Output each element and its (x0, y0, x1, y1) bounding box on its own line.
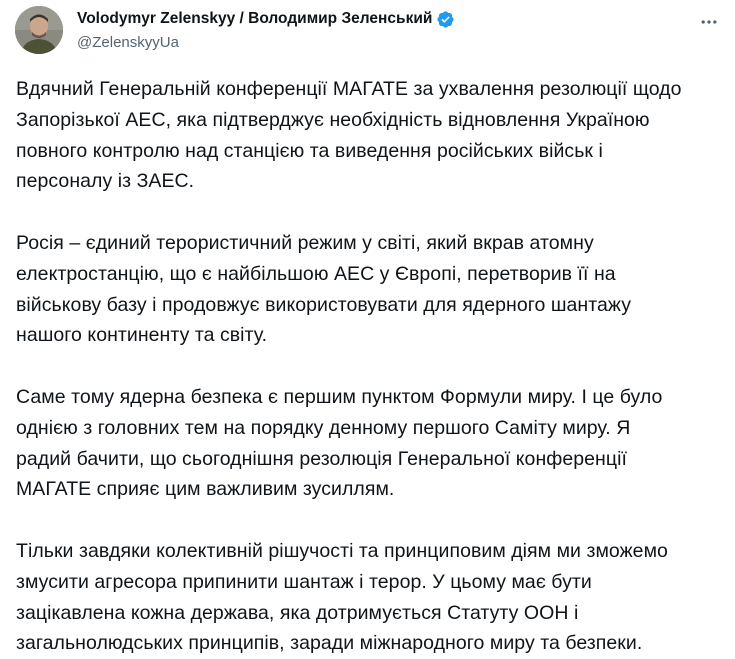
more-options-button[interactable] (697, 10, 721, 34)
verified-badge-icon[interactable] (436, 10, 455, 29)
author-names (77, 8, 455, 51)
avatar-photo (15, 6, 63, 54)
display-name[interactable]: Volodymyr Zelenskyy / Володимир Зеленський (77, 10, 433, 27)
tweet-paragraph-3: Саме тому ядерна безпека є першим пунктом Формули миру. І це було однією з головних тем на порядку денному першого Саміту миру. Я радий бачити, що сьогоднішня резолюція Генеральної конференції МАГАТЕ сприяє цим важливим зусиллям. (16, 385, 663, 501)
tweet-paragraph-1: Вдячний Генеральній конференції МАГАТЕ за ухвалення резолюції щодо Запорізької АЕС, яка підтверджує необхідність відновлення Україною повного контролю над станцією та виведення російських військ і персоналу із ЗАЕС. (16, 78, 682, 193)
author-handle[interactable]: @ZelenskyyUa (77, 34, 179, 51)
more-dots-icon (699, 12, 719, 32)
tweet-header (15, 0, 735, 66)
tweet-paragraph-4: Тільки завдяки колективній рішучості та принциповим діям ми зможемо змусити агресора припинити шантаж і терор. У цьому має бути зацікавлена кожна держава, яка дотримується Статуту ООН і загальнолюдських принципів, заради міжнародного миру та безпеки. (16, 539, 668, 655)
avatar[interactable] (15, 6, 63, 54)
tweet-text (16, 74, 728, 659)
display-name-row (77, 8, 455, 30)
tweet-paragraph-2: Росія – єдиний терористичний режим у світі, який вкрав атомну електростанцію, що є найбільшою АЕС у Європі, перетворив її на військову базу і продовжує використовувати для ядерного шантажу нашого континенту та світу. (16, 231, 632, 347)
